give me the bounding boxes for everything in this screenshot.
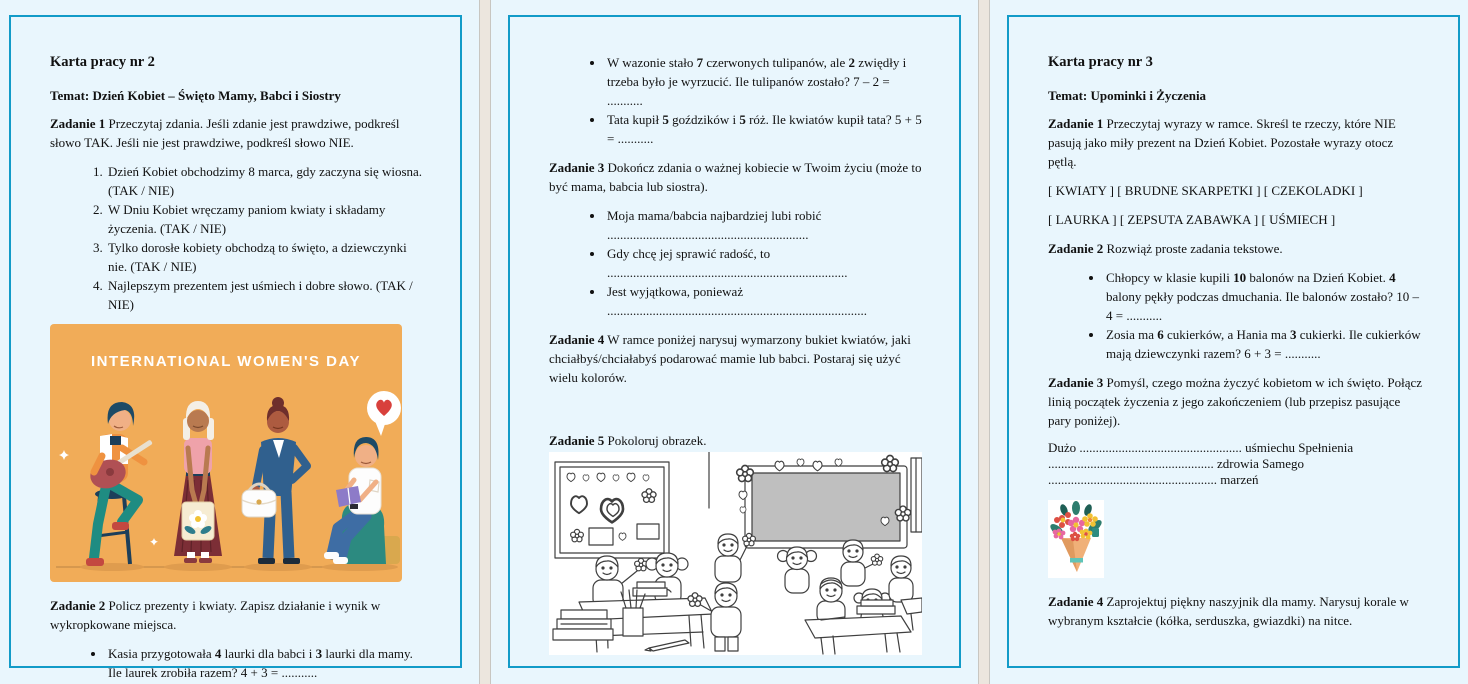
coloring-picture-classroom: [549, 452, 922, 655]
task-1-instruction: Zadanie 1 Przeczytaj zdania. Jeśli zdanie jest prawdziwe, podkreśl słowo TAK. Jeśli nie jest prawdziwe, podkreśl słowo NIE.: [50, 116, 400, 150]
sentence-lead: • Moja mama/babcia najbardziej lubi robić: [607, 208, 822, 223]
topic-line: Temat: Dzień Kobiet – Święto Mamy, Babci i Siostry: [50, 88, 341, 103]
list-item: [605, 244, 924, 282]
list-item: [605, 206, 924, 244]
list-item: [605, 282, 924, 320]
task-2-problems-continued: [549, 53, 924, 148]
fill-in-line: ..............................................................: [607, 227, 809, 242]
page-2-content: [491, 0, 978, 655]
matching-lines: [1048, 440, 1423, 488]
page-title: Karta pracy nr 3: [1048, 54, 1153, 70]
task-1-statements: [50, 162, 425, 314]
illustration-title: INTERNATIONAL WOMEN'S DAY: [91, 353, 361, 370]
bouquet-image: [1048, 500, 1104, 578]
match-line: ................................................... zdrowia Samego: [1048, 456, 1305, 471]
match-line: .................................................... marzeń: [1048, 472, 1259, 487]
drawing-space: [549, 397, 924, 431]
fill-in-line: ..........................................................................: [607, 265, 848, 280]
page-title: Karta pracy nr 2: [50, 54, 155, 70]
task-1-instruction: Zadanie 1 Przeczytaj wyrazy w ramce. Skreśl te rzeczy, które NIE pasują jako miły prezent na Dzień Kobiet. Pozostałe wyrazy otocz pętlą.: [1048, 116, 1396, 169]
task-2-instruction: Zadanie 2 Rozwiąż proste zadania tekstowe.: [1048, 241, 1283, 256]
list-item: • W wazonie stało 7 czerwonych tulipanów, ale 2 zwiędły i trzeba było je wyrzucić. Ile tulipanów zostało? 7 – 2 = ...........: [605, 53, 924, 110]
task-4-instruction: Zadanie 4 W ramce poniżej narysuj wymarzony bukiet kwiatów, jaki chciałbyś/chciałabyś podarować mamie lub babci. Postaraj się użyć wielu kolorów.: [549, 332, 911, 385]
worksheet-page-2[interactable]: [491, 0, 978, 684]
task-5-instruction: Zadanie 5 Pokoloruj obrazek.: [549, 433, 707, 448]
page-gutter: [978, 0, 990, 684]
sentence-lead: • Gdy chcę jej sprawić radość, to: [607, 246, 771, 261]
task-3-sentences: [549, 206, 924, 320]
worksheet-page-1[interactable]: [0, 0, 479, 684]
worksheet-page-3[interactable]: [990, 0, 1468, 684]
list-item: 2. W Dniu Kobiet wręczamy paniom kwiaty i składamy życzenia. (TAK / NIE): [106, 200, 425, 238]
task-2-problems: [50, 644, 425, 682]
list-item: 1. Dzień Kobiet obchodzimy 8 marca, gdy zaczyna się wiosna. (TAK / NIE): [106, 162, 425, 200]
list-item: • Tata kupił 5 goździków i 5 róż. Ile kwiatów kupił tata? 5 + 5 = ...........: [605, 110, 924, 148]
list-item: • Zosia ma 6 cukierków, a Hania ma 3 cukierki. Ile cukierków mają dziewczynki razem? 6 + 3 = ...........: [1104, 325, 1423, 363]
match-line: Dużo .................................................. uśmiechu Spełnienia: [1048, 440, 1354, 455]
task-3-instruction: Zadanie 3 Pomyśl, czego można życzyć kobietom w ich święto. Połącz linią początek życzenia z jego zakończeniem (lub przepisz pasujące pary poniżej).: [1048, 375, 1423, 428]
gift-words-row-2: [ LAURKA ] [ ZEPSUTA ZABAWKA ] [ UŚMIECH ]: [1048, 212, 1336, 227]
gift-words-row-1: [ KWIATY ] [ BRUDNE SKARPETKI ] [ CZEKOLADKI ]: [1048, 183, 1363, 198]
list-item: 3. Tylko dorosłe kobiety obchodzą to święto, a dziewczynki nie. (TAK / NIE): [106, 238, 425, 276]
page-gutter: [479, 0, 491, 684]
page-3-content: [990, 0, 1468, 630]
task-4-instruction: Zadanie 4 Zaprojektuj piękny naszyjnik dla mamy. Narysuj korale w wybranym kształcie (kółka, serduszka, gwiazdki) na nitce.: [1048, 594, 1409, 628]
list-item: • Chłopcy w klasie kupili 10 balonów na Dzień Kobiet. 4 balony pękły podczas dmuchania. Ile balonów zostało? 10 – 4 = ...........: [1104, 268, 1423, 325]
list-item: 4. Najlepszym prezentem jest uśmiech i dobre słowo. (TAK / NIE): [106, 276, 425, 314]
womens-day-illustration: [50, 324, 402, 582]
sentence-lead: • Jest wyjątkowa, ponieważ: [607, 284, 744, 299]
task-2-problems: [1048, 268, 1423, 363]
page-1-content: [0, 0, 479, 682]
task-2-instruction: Zadanie 2 Policz prezenty i kwiaty. Zapisz działanie i wynik w wykropkowane miejsca.: [50, 598, 381, 632]
fill-in-line: ................................................................................: [607, 303, 867, 318]
topic-line: Temat: Upominki i Życzenia: [1048, 88, 1207, 103]
task-3-instruction: Zadanie 3 Dokończ zdania o ważnej kobiecie w Twoim życiu (może to być mama, babcia lub siostra).: [549, 160, 922, 194]
list-item: • Kasia przygotowała 4 laurki dla babci i 3 laurki dla mamy. Ile laurek zrobiła razem? 4 + 3 = ...........: [106, 644, 425, 682]
